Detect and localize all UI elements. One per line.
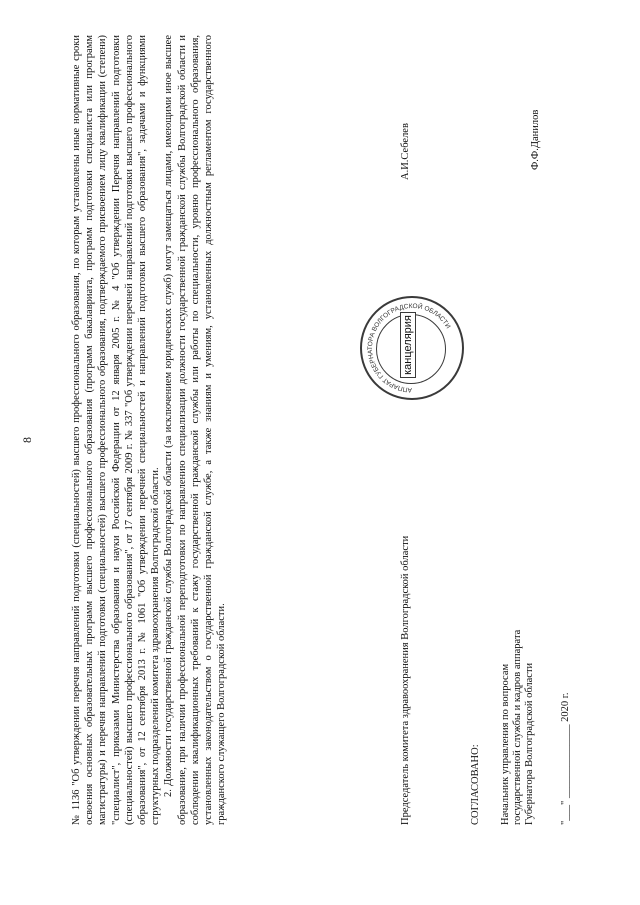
approval-heading: СОГЛАСОВАНО: bbox=[470, 744, 481, 825]
signer-name: А.И.Себелев bbox=[400, 123, 411, 180]
rotated-content bbox=[0, 20, 600, 880]
page-number: 8 bbox=[20, 437, 34, 443]
stamp-ring-text: АППАРАТ ГУБЕРНАТОРА ВОЛГОГРАДСКОЙ ОБЛАСТИ bbox=[366, 302, 452, 394]
stamp-center-text: канцелярия bbox=[400, 312, 416, 378]
stamp bbox=[360, 296, 464, 400]
approval-name: Ф.Ф.Данилов bbox=[530, 109, 541, 170]
paragraph-2: 2. Должности государственной гражданской службы Волгоградской области (за исключением юридических служб) могут замещаться лицами, имеющими иное высшее образование, при наличии профессиональной переподготовки по направлению специализации должности государственной гражданской службы Волгоградской области и соблюдении квалификационных требований к стажу государственной гражданской службы или работы по специальности, уровню профессионального образования, установленных законодательством о государственной гражданской службе, а также знаниям и умениям, установленных должностным регламентом государственного гражданского служащего Волгоградской области. bbox=[163, 35, 228, 825]
approval-date: "___" ______________ 2020 г. bbox=[560, 692, 571, 825]
body-text bbox=[70, 35, 228, 825]
approval-position: Начальник управления по вопросам государственной службы и кадров аппарата Губернатора Волгоградской области bbox=[500, 629, 535, 825]
paragraph-1: № 1136 "Об утверждении перечня направлений подготовки (специальностей) высшего профессионального образования, по которым установлены иные нормативные сроки освоения основных образовательных программ высшего профессионального образования (программ бакалавриата, программ подготовки специалиста или программ магистратуры) и перечня направлений подготовки (специальностей) высшего профессионального образования, подтверждаемого присвоением лицу квалификации (степени) "специалист", приказами Министерства образования и науки Российской Федерации от 12 января 2005 г. № 4 "Об утверждении Перечня направлений подготовки (специальностей) высшего профессионального образования", от 17 сентября 2009 г. № 337 "Об утверждении перечней направлений подготовки высшего профессионального образования", от 12 сентября 2013 г. № 1061 "Об утверждении перечней специальностей и направлений подготовки высшего образования", задачами и функциями структурных подразделений комитета здравоохранения Волгоградской области. bbox=[71, 35, 162, 825]
signer-position: Председатель комитета здравоохранения Волгоградской области bbox=[400, 535, 411, 825]
